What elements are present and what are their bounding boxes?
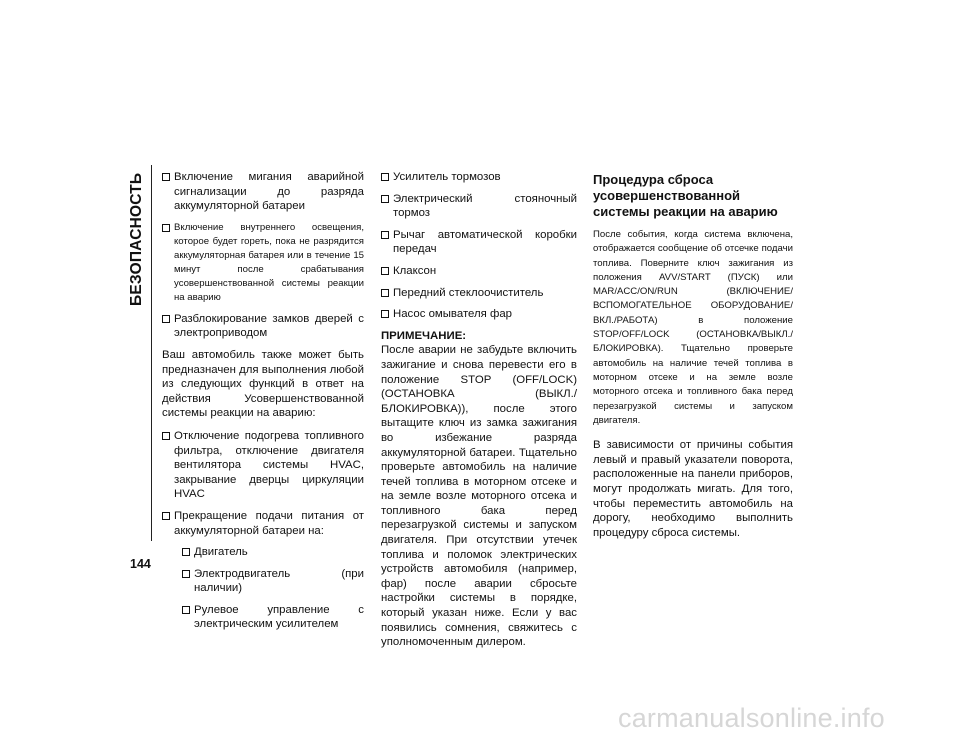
list-item — [162, 312, 364, 341]
watermark: carmanualsonline.info — [618, 703, 885, 733]
list-item-text: Рулевое управление с электрическим усилителем — [194, 603, 364, 631]
note-text: После аварии не забудьте включить зажигание и снова перевести его в положение STOP (OFF/LOCK) (ОСТАНОВКА (ВЫКЛ./БЛОКИРОВКА)), после этого вытащите ключ из замка зажигания во избежание разряда аккумуляторной батареи. Тщательно проверьте автомобиль на наличие течей топлива в моторном отсеке и на земле возле моторного отсека и топливного бака перед перезагрузкой системы и запуском двигателя. При отсутствии утечек топлива и поломок электрических устройств автомобиля (например, фар) после аварии сбросьте настройки системы в порядке, который указан ниже. Если у вас появились сомнения, свяжитесь с уполномоченным дилером. — [381, 344, 577, 649]
checkbox-square-icon — [182, 548, 190, 556]
list-item-text: Отключение подогрева топливного фильтра, отключение двигателя вентилятора системы HVAC, закрывание дверцы циркуляции HVAC — [174, 429, 364, 501]
list-item-text: Электрический стояночный тормоз — [393, 192, 577, 220]
column-1 — [162, 170, 364, 639]
list-item-text: Прекращение подачи питания от аккумуляторной батареи на: — [174, 509, 364, 537]
list-item-text: Клаксон — [393, 264, 437, 277]
sub-list-item — [182, 545, 364, 560]
section-tab — [126, 150, 152, 450]
list-item-text: Рычаг автоматической коробки передач — [393, 228, 577, 256]
checkbox-square-icon — [162, 224, 170, 232]
list-item-text: Электродвигатель (при наличии) — [194, 567, 364, 595]
checkbox-square-icon — [381, 289, 389, 297]
checkbox-square-icon — [182, 606, 190, 614]
list-item-text: Включение внутреннего освещения, которое будет гореть, пока не разрядится аккумуляторная батарея или в течение 15 минут после срабатывания усовершенствованной системы реакции на аварию — [174, 221, 364, 303]
list-item — [162, 221, 364, 305]
checkbox-square-icon — [182, 570, 190, 578]
list-item — [381, 264, 577, 279]
sub-list-item — [182, 603, 364, 632]
checkbox-square-icon — [162, 512, 170, 520]
list-item-text: Двигатель — [194, 546, 248, 559]
list-item — [162, 170, 364, 214]
checkbox-square-icon — [162, 173, 170, 181]
list-item — [381, 286, 577, 301]
list-item-text: Усилитель тормозов — [393, 171, 501, 183]
list-item — [162, 429, 364, 502]
list-item — [381, 307, 577, 322]
list-item — [381, 192, 577, 221]
column-2 — [381, 170, 577, 658]
note-heading: ПРИМЕЧАНИЕ: — [381, 329, 467, 342]
list-item-text: Включение мигания аварийной сигнализации до разряда аккумуляторной батареи — [174, 171, 364, 213]
section-divider — [151, 165, 152, 541]
page-number: 144 — [130, 557, 151, 571]
list-item-text: Насос омывателя фар — [393, 308, 513, 321]
checkbox-square-icon — [381, 267, 389, 275]
section-tab-label: БЕЗОПАСНОСТЬ — [128, 172, 145, 306]
checkbox-square-icon — [381, 231, 389, 239]
body-paragraph: В зависимости от причины события левый и правый указатели поворота, расположенные на панели приборов, могут продолжать мигать. Для того, чтобы переместить автомобиль на дорогу, необходимо выполнить процедуру сброса системы. — [593, 439, 793, 539]
checkbox-square-icon — [381, 173, 389, 181]
small-paragraph: После события, когда система включена, отображается сообщение об отсечке подачи топлива. Поверните ключ зажигания из положения AVV/START (ПУСК) или MAR/ACC/ON/RUN (ВКЛЮЧЕНИЕ/ВСПОМОГАТЕЛЬНОЕ ОБОРУДОВАНИЕ/ВКЛ./РАБОТА) в положение STOP/OFF/LOCK (ОСТАНОВКА/ВЫКЛ./БЛОКИРОВКА). Тщательно проверьте автомобиль на наличие течей топлива в моторном отсеке и на земле возле моторного отсека и топливного бака перед перезагрузкой системы и запуском двигателя. — [593, 229, 793, 426]
list-item-text: Разблокирование замков дверей с электроприводом — [174, 312, 364, 340]
list-item — [162, 509, 364, 538]
checkbox-square-icon — [381, 195, 389, 203]
list-item-text: Передний стеклоочиститель — [393, 286, 544, 299]
checkbox-square-icon — [162, 315, 170, 323]
body-paragraph: Ваш автомобиль также может быть предназначен для выполнения любой из следующих функций в ответ на действия Усовершенствованной системы реакции на аварию: — [162, 348, 364, 420]
checkbox-square-icon — [162, 432, 170, 440]
checkbox-square-icon — [381, 310, 389, 318]
column-3 — [593, 172, 793, 548]
sub-list-item — [182, 567, 364, 596]
list-item — [381, 228, 577, 257]
list-item — [381, 170, 577, 185]
section-heading: Процедура сброса усовершенствованной системы реакции на аварию — [593, 172, 778, 219]
